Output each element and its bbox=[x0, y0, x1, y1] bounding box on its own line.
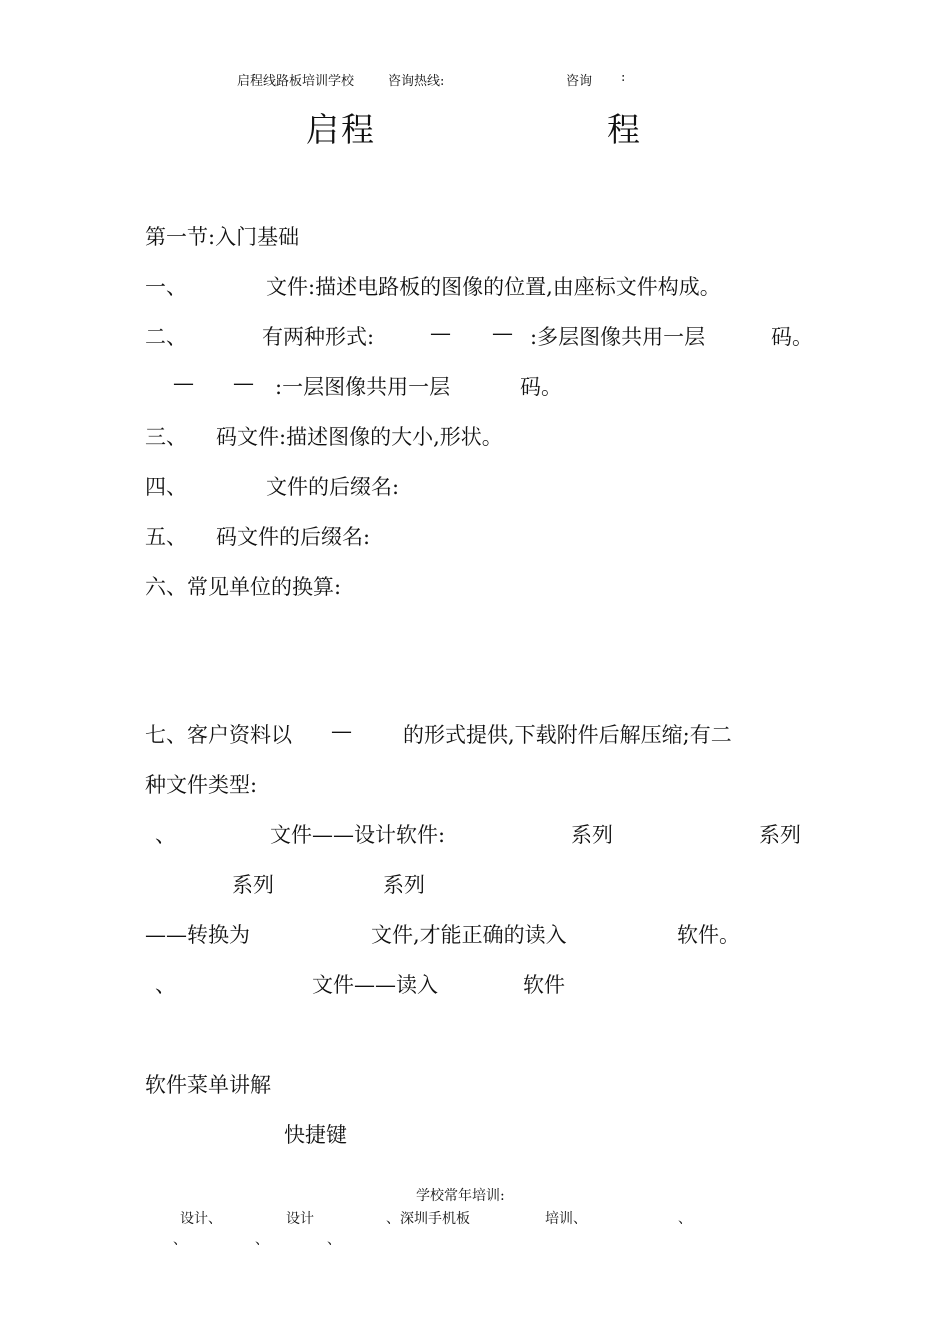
item-2-number: 二、 bbox=[145, 325, 187, 349]
sub-1-series-1: 系列 bbox=[571, 823, 613, 847]
item-6: 六、常见单位的换算: bbox=[145, 575, 342, 599]
item-7-dash: — bbox=[331, 719, 352, 743]
sub-2-text: 文件——读入 bbox=[312, 973, 438, 997]
convert-start: ——转换为 bbox=[145, 923, 250, 947]
item-2-dash-2: — bbox=[492, 321, 513, 345]
menu-heading: 软件菜单讲解 bbox=[145, 1073, 271, 1097]
footer-title: 学校常年培训: bbox=[416, 1188, 505, 1204]
item-1-number: 一、 bbox=[145, 275, 187, 299]
header-colon: : bbox=[621, 70, 626, 85]
sub-2-end: 软件 bbox=[523, 973, 565, 997]
item-2-dash-1: — bbox=[430, 321, 451, 345]
footer-line2-c: 、 bbox=[327, 1232, 341, 1248]
sub-1-mark: 、 bbox=[155, 823, 176, 847]
item-4-text: 文件的后缀名: bbox=[266, 475, 400, 499]
header-school: 启程线路板培训学校 bbox=[237, 74, 355, 89]
footer-line1-e: 、 bbox=[678, 1211, 692, 1227]
item-7-end: 种文件类型: bbox=[145, 773, 258, 797]
item-2b-dash-1: — bbox=[173, 371, 194, 395]
page-title-left: 启程 bbox=[306, 110, 376, 149]
item-5-number: 五、 bbox=[145, 525, 187, 549]
header-consult-label: 咨询 bbox=[566, 74, 593, 89]
item-2b-dash-2: — bbox=[233, 371, 254, 395]
item-2-text: 有两种形式: bbox=[262, 325, 375, 349]
footer-line2-a: 、 bbox=[173, 1232, 187, 1248]
convert-middle: 文件,才能正确的读入 bbox=[371, 923, 567, 947]
item-7-middle: 的形式提供,下载附件后解压缩;有二 bbox=[403, 723, 732, 747]
shortcut-heading: 快捷键 bbox=[284, 1123, 347, 1147]
item-1-text: 文件:描述电路板的图像的位置,由座标文件构成。 bbox=[266, 275, 721, 299]
item-3-text: 码文件:描述图像的大小,形状。 bbox=[216, 425, 503, 449]
footer-line1-a: 设计、 bbox=[180, 1211, 222, 1227]
sub-1-series-4: 系列 bbox=[383, 873, 425, 897]
sub-1-text: 文件——设计软件: bbox=[270, 823, 446, 847]
sub-2-mark: 、 bbox=[155, 973, 176, 997]
footer-line1-d: 培训、 bbox=[545, 1211, 587, 1227]
item-2-end: 码。 bbox=[771, 325, 813, 349]
item-3-number: 三、 bbox=[145, 425, 187, 449]
item-2-rest: :多层图像共用一层 bbox=[530, 325, 706, 349]
item-7-start: 七、客户资料以 bbox=[145, 723, 292, 747]
header-hotline-label: 咨询热线: bbox=[388, 74, 445, 89]
item-2b-end: 码。 bbox=[520, 375, 562, 399]
footer-line2-b: 、 bbox=[255, 1232, 269, 1248]
convert-end: 软件。 bbox=[677, 923, 740, 947]
item-5-text: 码文件的后缀名: bbox=[216, 525, 371, 549]
sub-1-series-3: 系列 bbox=[232, 873, 274, 897]
item-4-number: 四、 bbox=[145, 475, 187, 499]
page-title-right: 程 bbox=[607, 110, 642, 149]
section-heading: 第一节:入门基础 bbox=[145, 225, 300, 249]
item-2b-rest: :一层图像共用一层 bbox=[275, 375, 451, 399]
footer-line1-b: 设计 bbox=[286, 1211, 314, 1227]
footer-line1-c: 、深圳手机板 bbox=[386, 1211, 470, 1227]
sub-1-series-2: 系列 bbox=[759, 823, 801, 847]
